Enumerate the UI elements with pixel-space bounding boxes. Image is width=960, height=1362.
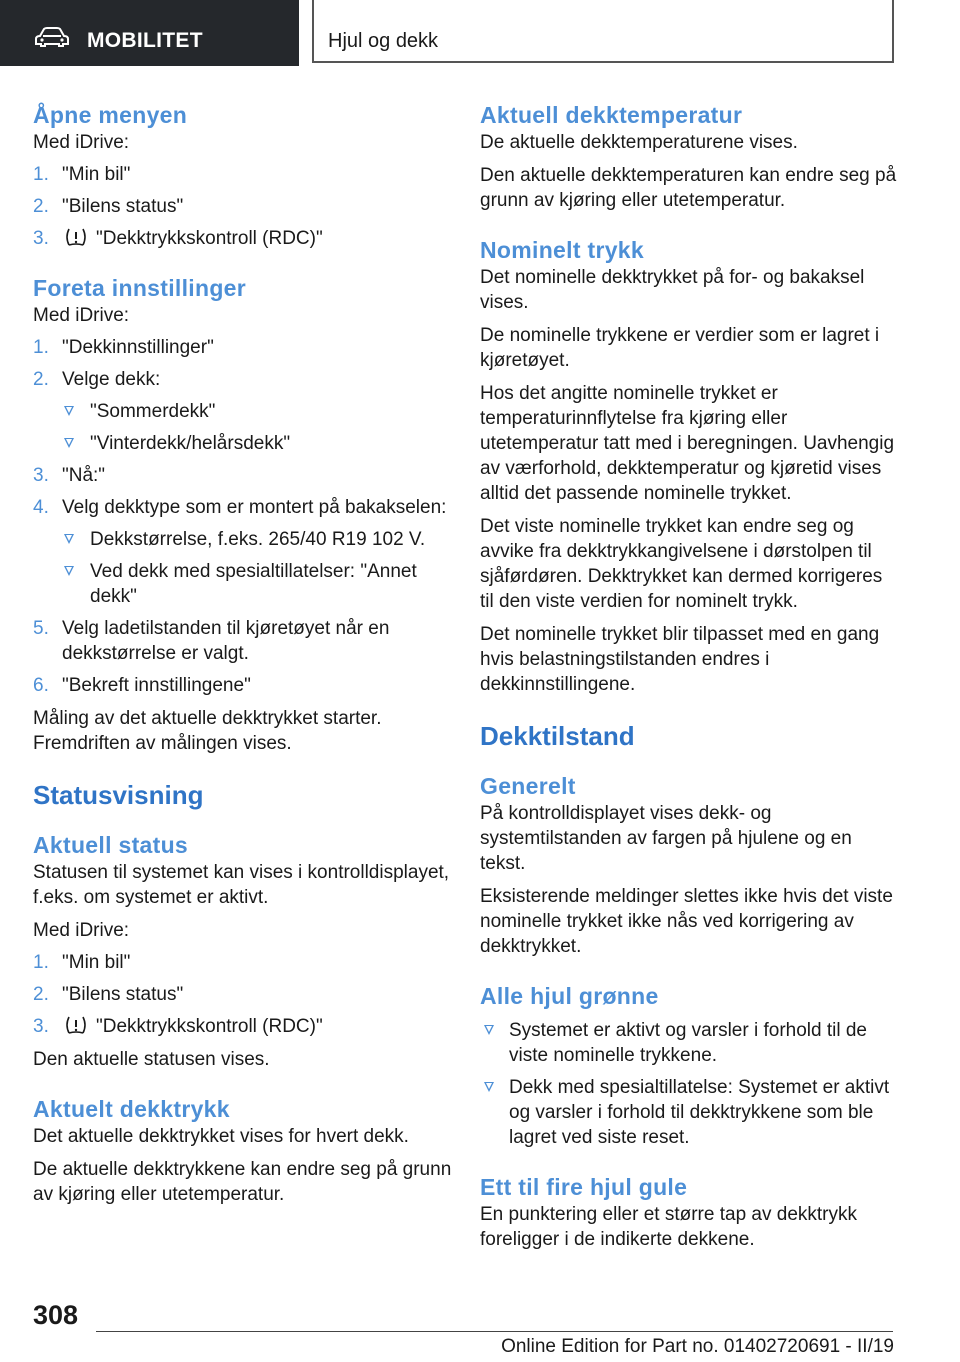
list-item bbox=[33, 673, 453, 698]
list-text: "Dekktrykkskontroll (RDC)" bbox=[96, 228, 323, 249]
current-pressure-text-1: Det aktuelle dekktrykket vises for hvert dekk. bbox=[33, 1126, 409, 1147]
current-status-text: Statusen til systemet kan vises i kontrolldisplayet, f.eks. om systemet er aktivt. bbox=[33, 862, 450, 908]
bullet-item bbox=[33, 527, 453, 552]
yellow-wheels-text: En punktering eller et større tap av dekktrykk foreligger i de indikerte dekkene. bbox=[480, 1204, 857, 1250]
list-item bbox=[33, 495, 453, 520]
triangle-bullet-icon bbox=[64, 438, 74, 448]
chapter-tab bbox=[0, 0, 299, 66]
current-status-outro: Den aktuelle statusen vises. bbox=[33, 1049, 270, 1070]
list-text: Velge dekk: bbox=[62, 369, 161, 390]
nominal-text-3: Hos det angitte nominelle trykket er temperaturinnflytelse fra kjøring eller utetemperatur tatt med i beregningen. Uavhengig av værforhold, dekktemperatur og kjøretid vises alltid det passende nominelle trykket. bbox=[480, 383, 895, 504]
list-text: "Min bil" bbox=[62, 164, 131, 185]
section-label: Hjul og dekk bbox=[328, 30, 439, 52]
heading-status-display: Statusvisning bbox=[33, 780, 204, 810]
list-item bbox=[33, 367, 453, 392]
list-text: "Dekkinnstillinger" bbox=[62, 337, 214, 358]
bullet-item bbox=[33, 559, 453, 609]
bullet-text: Systemet er aktivt og varsler i forhold til de viste nominelle trykkene. bbox=[509, 1020, 867, 1066]
bullet-text: "Sommerdekk" bbox=[90, 401, 216, 422]
bullet-item bbox=[33, 399, 453, 424]
tire-pressure-warning-icon bbox=[64, 1015, 88, 1035]
car-icon bbox=[35, 27, 69, 47]
bullet-text: Ved dekk med spesialtillatelser: "Annet dekk" bbox=[90, 561, 417, 607]
list-text: Velg dekktype som er montert på bakakselen: bbox=[62, 497, 447, 518]
heading-current-status: Aktuell status bbox=[33, 832, 189, 858]
list-number: 6. bbox=[33, 675, 49, 696]
heading-yellow-wheels: Ett til fire hjul gule bbox=[480, 1174, 688, 1200]
list-number: 2. bbox=[33, 196, 49, 217]
general-text-2: Eksisterende meldinger slettes ikke hvis det viste nominelle trykket ikke nås ved korrigering av dekktrykket. bbox=[480, 886, 893, 957]
list-item bbox=[33, 226, 453, 251]
open-menu-intro: Med iDrive: bbox=[33, 132, 130, 153]
footer-divider bbox=[96, 1331, 893, 1332]
list-number: 2. bbox=[33, 984, 49, 1005]
settings-outro: Måling av det aktuelle dekktrykket starter. Fremdriften av målingen vises. bbox=[33, 708, 382, 754]
list-text: "Bilens status" bbox=[62, 984, 184, 1005]
current-temperature-text-1: De aktuelle dekktemperaturene vises. bbox=[480, 132, 798, 153]
bullet-text: Dekk med spesialtillatelse: Systemet er aktivt og varsler i forhold til dekktrykkene som ble lagret ved siste reset. bbox=[509, 1077, 890, 1148]
triangle-bullet-icon bbox=[64, 566, 74, 576]
left-column bbox=[33, 100, 453, 1207]
heading-current-temperature: Aktuell dekktemperatur bbox=[480, 102, 743, 128]
list-number: 4. bbox=[33, 497, 49, 518]
heading-general: Generelt bbox=[480, 773, 576, 799]
triangle-bullet-icon bbox=[484, 1082, 494, 1092]
nominal-text-1: Det nominelle dekktrykket på for- og bakaksel vises. bbox=[480, 267, 865, 313]
list-number: 3. bbox=[33, 465, 49, 486]
list-number: 3. bbox=[33, 1016, 49, 1037]
current-status-intro: Med iDrive: bbox=[33, 920, 130, 941]
list-number: 1. bbox=[33, 337, 49, 358]
nominal-text-5: Det nominelle trykket blir tilpasset med en gang hvis belastningstilstanden endres i dekkinnstillingene. bbox=[480, 624, 880, 695]
list-number: 5. bbox=[33, 618, 49, 639]
list-number: 1. bbox=[33, 952, 49, 973]
general-text-1: På kontrolldisplayet vises dekk- og systemtilstanden av fargen på hjulene og en tekst. bbox=[480, 803, 852, 874]
heading-settings: Foreta innstillinger bbox=[33, 275, 247, 301]
triangle-bullet-icon bbox=[64, 534, 74, 544]
heading-open-menu: Åpne menyen bbox=[33, 102, 188, 128]
heading-all-green: Alle hjul grønne bbox=[480, 983, 659, 1009]
current-pressure-text-2: De aktuelle dekktrykkene kan endre seg på grunn av kjøring eller utetemperatur. bbox=[33, 1159, 452, 1205]
list-item bbox=[33, 194, 453, 219]
list-text: Velg ladetilstanden til kjøretøyet når en dekkstørrelse er valgt. bbox=[62, 618, 390, 664]
heading-tire-condition: Dekktilstand bbox=[480, 721, 635, 751]
right-column bbox=[480, 100, 900, 1252]
bullet-item bbox=[480, 1018, 900, 1068]
settings-intro: Med iDrive: bbox=[33, 305, 130, 326]
bullet-text: "Vinterdekk/helårsdekk" bbox=[90, 433, 291, 454]
triangle-bullet-icon bbox=[484, 1025, 494, 1035]
triangle-bullet-icon bbox=[64, 406, 74, 416]
list-number: 2. bbox=[33, 369, 49, 390]
bullet-text: Dekkstørrelse, f.eks. 265/40 R19 102 V. bbox=[90, 529, 426, 550]
heading-nominal-pressure: Nominelt trykk bbox=[480, 237, 644, 263]
list-number: 1. bbox=[33, 164, 49, 185]
list-item bbox=[33, 616, 453, 666]
list-text: "Bilens status" bbox=[62, 196, 184, 217]
page-header bbox=[0, 0, 960, 66]
list-item bbox=[33, 982, 453, 1007]
list-item bbox=[33, 463, 453, 488]
nominal-text-2: De nominelle trykkene er verdier som er lagret i kjøretøyet. bbox=[480, 325, 880, 371]
heading-current-pressure: Aktuelt dekktrykk bbox=[33, 1096, 230, 1122]
list-text: "Min bil" bbox=[62, 952, 131, 973]
page-number: 308 bbox=[33, 1300, 79, 1330]
chapter-label: MOBILITET bbox=[87, 29, 203, 52]
list-item bbox=[33, 950, 453, 975]
list-item bbox=[33, 1014, 453, 1039]
nominal-text-4: Det viste nominelle trykket kan endre seg og avvike fra dekktrykkangivelsene i dørstolpen til sjåførdøren. Dekktrykket kan dermed korrigeres til den viste verdien for nominelt trykk. bbox=[480, 516, 883, 612]
list-text: "Bekreft innstillingene" bbox=[62, 675, 251, 696]
bullet-item bbox=[480, 1075, 900, 1150]
list-item bbox=[33, 335, 453, 360]
edition-note: Online Edition for Part no. 01402720691 - II/19 bbox=[501, 1336, 894, 1357]
section-tab bbox=[312, 0, 894, 63]
list-text: "Dekktrykkskontroll (RDC)" bbox=[96, 1016, 323, 1037]
current-temperature-text-2: Den aktuelle dekktemperaturen kan endre seg på grunn av kjøring eller utetemperatur. bbox=[480, 165, 897, 211]
bullet-item bbox=[33, 431, 453, 456]
list-text: "Nå:" bbox=[62, 465, 106, 486]
tire-pressure-warning-icon bbox=[64, 227, 88, 247]
list-number: 3. bbox=[33, 228, 49, 249]
list-item bbox=[33, 162, 453, 187]
